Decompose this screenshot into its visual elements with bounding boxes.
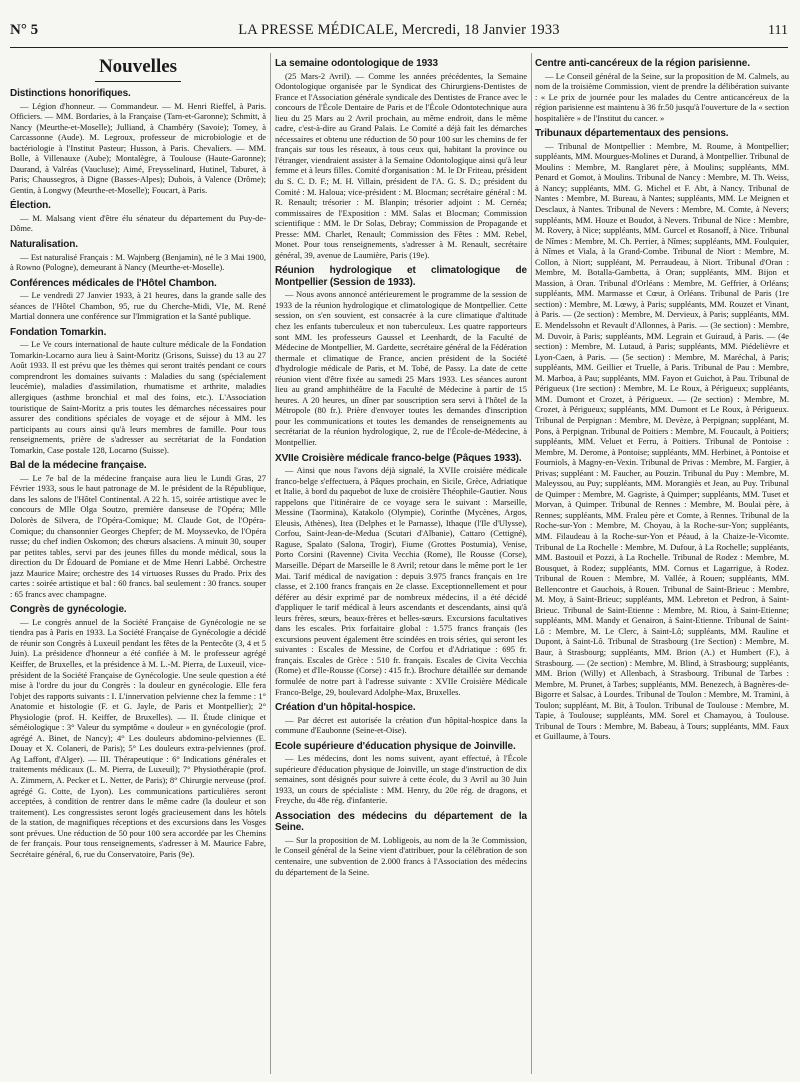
news-article <box>275 811 527 877</box>
news-article <box>10 604 266 859</box>
article-heading: Création d'un hôpital-hospice. <box>275 702 416 714</box>
news-article <box>10 327 266 456</box>
news-article <box>10 278 266 322</box>
article-body: — M. Malsang vient d'être élu sénateur du département du Puy-de-Dôme. <box>10 212 266 234</box>
article-heading: La semaine odontologique de 1933 <box>275 58 438 69</box>
article-heading: Conférences médicales de l'Hôtel Chambon. <box>10 277 217 289</box>
column-1 <box>10 53 266 1074</box>
article-heading: Congrès de gynécologie. <box>10 604 127 616</box>
header-rule <box>10 47 788 48</box>
article-body: — Le vendredi 27 Janvier 1933, à 21 heures, dans la grande salle des séances de l'Hôtel Chambon, 95, rue du Cherche-Midi, VIe, M. René Martial donnera une conférence sur l'Immigration et la Santé publique. <box>10 290 266 322</box>
news-article <box>275 58 527 260</box>
article-body: — Le 7e bal de la médecine française aura lieu le Lundi Gras, 27 Février 1933, sous le haut patronage de M. le président de la République, dans les salons de l'Hôtel Continental. A 22 h. 15, soirée artistique avec le concours de Mlle Olga Soutzo, première danseuse de l'Opéra; Mlle Dolorès de Silvera, de l'Opéra-Comique; M. Claude Got, de l'Opéra-Comique; du chansonnier Georges Chepfer; de M. Moyssevko, de l'Opéra russe; du chef indien Oskomon; des chœurs alsaciens. A minuit 30, souper par petites tables, servi par des jeunes filles du monde médical, sous la direction du Dr Édouard de Pomiane et de Mme Henri Labbé. Orchestre jazz Maurice Maire; orchestre des 14 virtuoses Russes du Prado. Prix des cartes : soirée artistique et bal : 60 francs. bal seulement : 30 francs. souper : 65 francs avec champagne. <box>10 472 266 599</box>
article-heading: Bal de la médecine française. <box>10 460 147 472</box>
article-heading: Association des médecins du département de la Seine. <box>275 810 527 834</box>
news-article <box>535 128 789 742</box>
article-heading: Ecole supérieure d'éducation physique de Joinville. <box>275 740 516 752</box>
article-body: — Les médecins, dont les noms suivent, ayant effectué, à l'École supérieure d'éducation physique de Joinville, un stage d'instruction de dix semaines, sont désignés pour suivre à cette école, du 3 Avril au 30 Juin 1933, un cours de spécialiste : MM. Henry, du 20e rég. de dragons, et Freyche, du 48e rég. d'infanterie. <box>275 753 527 806</box>
article-heading: Élection. <box>10 200 51 212</box>
article-heading: Centre anti-cancéreux de la région parisienne. <box>535 58 750 69</box>
column-divider <box>270 53 271 1074</box>
article-body: — Tribunal de Montpellier : Membre, M. Roume, à Montpellier; suppléants, MM. Mourgues-Molines et Durand, à Montpellier. Tribunal de Moulins : Membre, M. Ranglaret père, à Moulins; suppléants, MM. Penard et Gomot, à Moulins. Tribunal de Nancy : Membre, M. Th. Weiss, à Nancy; suppléants, MM. G. Michel et F. Abt, à Nancy. Tribunal de Nantes : Membre, M. Bureau, à Nantes; suppléants, MM. Le Meignen et Desclaux, à Nantes. Tribunal de Nevers : Membre, M. Comte, à Nevers; suppléants, MM. Houze et Boudot, à Nevers. Tribunal de Nice : Membre, M. Rovery, à Nice; suppléants, MM. Gurcel et Rosanoff, à Nice. Tribunal de Nîmes : Membre, M. Ch. Perrier, à Nîmes; suppléants, MM. Foulquier, à Nîmes et Viala, à la Grand-Combe. Tribunal de Niort : Membre, M. Collon, à Niort; suppléant, M. Perraudeau, à Niort. Tribunal d'Oran : Membre, M. Botalla-Gambetta, à Oran; suppléants, MM. Bijon et Massion, à Oran. Tribunal d'Orléans : Membre, M. Geffrier, à Orléans; suppléants, MM. Marmasse et Cœur, à Orléans. Tribunal de Paris (1re section) : Membre, M. Lœwy, à Paris; suppléants, MM. Rouzet et Vinant, à Paris. — (2e section) : Membre, M. Dervieux, à Paris; suppléants, MM. E. Mendelssohn et Revault d'Allonnes, à Paris. — (3e section) : Membre, M. Duvoir, à Paris; suppléants, MM. Legrain et Guiraud, à Paris. — (4e section) : Membre, M. Lutaud, à Paris; suppléants, MM. Piédelièvre et Lyon-Caen, à Paris. — (5e section) : Membre, M. Maréchal, à Paris; suppléants, MM. Geillier et Truelle, à Paris. Tribunal de Pau : Membre, M. Marboa, à Pau; suppléants, MM. Fayon et Guichot, à Pau. Tribunal de Périgueux (1re section) : Membre, M. Le Roux, à Périgueux; suppléants, MM. Dumont et Crozet, à Périgueux. — (2e section) : Membre, M. Crozet, à Périgueux; suppléants, MM. Dumont et Le Roux, à Périgueux. Tribunal de Perpignan : Membre, M. Devèze, à Perpignan; suppléant, M. Pons, à Perpignan. Tribunal de Poitiers : Membre, M. Foucault, à Poitiers; suppléants, MM. Veluet et Ferru, à Poitiers. Tribunal de Pontoise : Membre, M. Derome, à Pontoise; suppléants, MM. Herbinet, à Pontoise et Fourniols, à Magny-en-Vexin. Tribunal de Privas : Membre, M. Fargier, à Privas; suppléant : M. Faucher, au Pouzin. Tribunal du Puy : Membre, M. Maleyssou, au Puy; suppléants, MM. Morangiès et Jean, au Puy. Tribunal de Quimper : Membre, M. Gagriste, à Quimper; suppléants, MM. Tuset et Morvan, à Quimper. Tribunal de Rennes : Membre, M. Boulai père, à Rennes; suppléants, MM. Fraleu père et Comte, à Rennes. Tribunal de la Roche-sur-Yon : Membre, M. Choyau, à la Roche-sur-Yon; suppléants, MM. Filaudeau à la Roche-sur-Yon et Péaud, à la Chaize-le-Vicomte. Tribunal de La Rochelle : Membre, M. Dufour, à La Rochelle; suppléants, MM. Bastouil et Pozzi, à La Rochelle. Tribunal de Rodez : Membre, M. Bousquet, à Rodez; suppléants, MM. Cornus et Lagarrigue, à Rodez. Tribunal de Rouen : Membre, M. Vallée, à Rouen; suppléants, MM. Bellencontre et Gauchois, à Rouen. Tribunal de Saint-Brieuc : Membre, M. Moy, à Saint-Brieuc; suppléants, MM. Lebreton et Pedron, à Saint-Brieuc. Tribunal de Saint-Etienne : Membre, M. Riou, à Saint-Etienne; suppléants, MM. Mandy et Genairon, à Saint-Etienne. Tribunal de Saint-Lô : Membre, M. Le Clerc, à Saint-Lô; suppléants, MM. Rauline et Dupont, à Saint-Lô. Tribunal de Strasbourg (1re Section) : Membre, M. Baur, à Strasbourg; suppléants, MM. Brion (A.) et Humbert (F.), à Strasbourg. — (2e section) : Membre, M. Blind, à Strasbourg; suppléants, MM. Brion (Willy) et Allenbach, à Strasbourg. Tribunal de Tarbes : Membre, M. Prunet, à Tarbes; suppléants, MM. Benezech, à Bagnères-de-Bigorre et Salsac, à Lourdes. Tribunal de Toulon : Membre, M. Tramini, à Toulon; suppléant, M. Bit, à Toulon. Tribunal de Toulouse : Membre, M. Tapie, à Toulouse; suppléants, MM. Sorel et Chamayou, à Toulouse. Tribunal de Tours : Membre, M. Babeau, à Tours; suppléants, MM. Faux et Guillaume, à Tours. <box>535 140 789 742</box>
article-body: — Ainsi que nous l'avons déjà signalé, la XVIIe croisière médicale franco-belge s'effectuera, à Pâques prochain, en Sicile, Grèce, Adriatique et Italie, à bord du paquebot de luxe de croisière Théophile-Gautier. Nous rappelons que l'itinéraire de ce voyage sera le suivant : Marseille, Messine (Taormina), Katakolo (Olympie), Corinthe (Mycènes, Argos, Eleusis, Athènes), Itea (Delphes et le Parnasse), Ithaque (l'Ile d'Ulysse), Corfou, Saint-Jean-de-Medua (Scutari d'Albanie), Cattaro (Cettigné), Raguse, Spalato (Salona, Trogir), Fiume (Grottes Postumia), Venise, Porto Corsini (Ravenne) Civita Vecchia (Rome), Ile Rousse (Corse), Marseille. Départ de Marseille le 8 Avril; retour dans le même port le 1er Mai. Tarif médical de navigation : depuis 3.975 francs français en 1re classe, et 2.100 francs français en 2e classe. Exceptionnellement et pour déférer au désir exprimé par de nombreux médecins, il a été décidé d'appliquer le tarif médical à leurs ascendants et descendants, ainsi qu'à leurs frères, sœurs, beaux-frères et belles-sœurs. Excursions facultatives dans les escales. Prix forfaitaire global : 1.575 francs français (les excursions peuvent également être scindées en trois séries, qui seront les suivantes : Escales de Messine, de Corfou et d'Adriatique : 695 fr. français. Escales de Grèce : 510 fr. français. Escales de Civita Vecchia (Rome) et d'Ile-Rousse (Corse) : 415 fr.). Brochure détaillée sur demande formulée de notre part à l'adresse suivante : XVIIe Croisière Médicale Franco-Belge, 29, boulevard Adolphe-Max, Bruxelles. <box>275 465 527 697</box>
article-body: — Par décret est autorisée la création d'un hôpital-hospice dans la commune d'Eaubonne (Seine-et-Oise). <box>275 714 527 736</box>
page-number: 111 <box>768 23 788 38</box>
article-body: — Sur la proposition de M. Lobligeois, au nom de la 3e Commission, le Conseil général de la Seine vient d'attribuer, pour la célébration de son centenaire, une subvention de 2.000 francs à l'Association des médecins du département de la Seine. <box>275 834 527 877</box>
news-article <box>275 453 527 698</box>
issue-number: N° 5 <box>10 22 39 38</box>
news-article <box>10 88 266 195</box>
column-2 <box>275 53 527 1074</box>
article-body: (25 Mars-2 Avril). — Comme les années précédentes, la Semaine Odontologique organisée par le Syndicat des Chirurgiens-Dentistes de France et l'Association générale syndicale des Dentistes de France avec le concours de l'École Dentaire de Paris et de l'École Odontotechnique aura lieu du 25 Mars au 2 Avril prochain, au même endroit, dans le même cadre, c'est-à-dire au Grand Palais. Le Comité a déjà fait les démarches nécessaires et obtenu une réduction de 50 pour 100 sur les chemins de fer français sur tous les réseaux, à tous ceux qui, habitant la province ou l'étranger, viendraient assister à la Semaine Odontologique ainsi qu'à leur femme et à leurs filles. Comité d'organisation : M. le Dr Friteau, président du S. C. D. F.; M. H. Villain, président de l'A. G. S. D.; président du Comité : M. Haloua; vice-président : M. Blocman; secrétaire général : M. R. Renault; trésorier : M. Blanpin; trésorier adjoint : M. Cernéa; commissaires de l'Exposition : MM. Salas et Blocman; Commission scientifique : MM. le Dr Solas, Debray; Commission de Propagande et Presse: MM. Charlet, Renault; Commission des Fêtes : MM. Rebel, Monet. Pour tous renseignements, s'adresser à M. Renault, secrétaire général, 39, avenue de Laumière, Paris (19e). <box>275 70 527 260</box>
article-body: — Nous avons annoncé antérieurement le programme de la session de 1933 de la réunion hydrologique et climatologique de Montpellier. Cette session, on s'en souvient, est consacrée à la cure climatique d'altitude chez les enfants tuberculeux et non tuberculeux. Les quatre rapporteurs sont MM. les professeurs Gaussel et Leenhardt, de la Faculté de Médecine de Montpellier, M. Gardette, secrétaire général de la Fédération thermale et climatique de France, ancien président de la Société d'hydrologie médicale de Paris, et M. Tobé, de Passy. La date de cette réunion vient d'être fixée au samedi 25 Mars 1933. Les séances auront lieu au grand amphithéâtre de la Faculté de Médecine à partir de 15 heures. A 20 heures, un dîner par souscription sera servi à l'hôtel de la Métropole (80 fr.). Prière d'envoyer toutes les demandes d'inscription pour les communications et toutes les demandes de renseignements au secrétariat de la réunion hydrologique, 2, rue de l'École-de-Médecine, à Montpellier. <box>275 289 527 447</box>
publication-title: LA PRESSE MÉDICALE, Mercredi, 18 Janvier 1933 <box>238 22 560 38</box>
news-article <box>535 58 789 123</box>
article-heading: Distinctions honorifiques. <box>10 88 131 99</box>
article-body: — Est naturalisé Français : M. Wajnberg (Benjamin), né le 3 Mai 1900, à Rowno (Pologne), demeurant à Nancy (Meurthe-et-Moselle). <box>10 251 266 273</box>
article-heading: Tribunaux départementaux des pensions. <box>535 128 729 140</box>
column-divider <box>531 53 532 1074</box>
news-article <box>10 239 266 273</box>
column-3 <box>535 53 789 1074</box>
article-body: — Le congrès annuel de la Société Française de Gynécologie ne se tiendra pas à Paris en 1933. La Société Française de Gynécologie a décidé de réunir son Congrès à Luxeuil pendant les fêtes de la Pentecôte (3, 4 et 5 Juin). La présidence d'honneur a été confiée à M. le professeur agrégé Keiffer, de Bruxelles, et la présidence à M. L.-M. Pierra, de Luxeuil, vice-président de la Société Française de Gynécologie. Une seule question a été mise à l'ordre du jour du Congrès : la douleur en gynécologie. Elle fera l'objet des rapports suivants : I. L'innervation pelvienne chez la femme : 1° Anatomie et histologie (F. et G. Jayle, de Paris et Montpellier); 2° Physiologie (prof. H. Keiffer, de Bruxelles). — II. Étude clinique et séméiologique : 3° Valeur du symptôme « douleur » en gynécologie (prof. agrégé A. Binet, de Nancy); 4° Les douleurs abdomino-pelviennes (E. Douay et X. Colaneri, de Paris); 5° Les douleurs extra-pelviennes (prof. Ag Laffont, d'Alger). — III. Thérapeutique : 6° Indications générales et traitements médicaux (L. M. Pierra, de Luxeuil); 7° Physiothérapie (prof. A. Zimmern, A. Pecker et L. Netter, de Paris); 8° Chirurgie nerveuse (prof. agrégé G. Cotte, de Lyon). Les communications particulières seront acceptées, à condition de rentrer dans le même cadre (la douleur et son traitement). Les congressistes seront logés gracieusement dans les hôtels de la station, de magnifiques réceptions et des excursions dans les Vosges sont prévues. Une réduction de 50 pour 100 sera accordée par les Chemins de fer français. Pour tous renseignements, s'adresser à M. Maurice Fabre, Secrétaire général, 6, rue du Conservatoire, Paris (9e). <box>10 616 266 859</box>
news-article <box>275 265 527 447</box>
news-article <box>10 200 266 234</box>
article-heading: Naturalisation. <box>10 239 78 251</box>
page-header <box>10 22 788 44</box>
article-heading: XVIIe Croisière médicale franco-belge (Pâques 1933). <box>275 452 522 464</box>
news-article <box>275 741 527 806</box>
section-title: Nouvelles <box>10 55 266 82</box>
article-heading: Fondation Tomarkin. <box>10 326 107 338</box>
article-body: — Légion d'honneur. — Commandeur. — M. Henri Rieffel, à Paris. Officiers. — MM. Bordaries, à la Française (Tarn-et-Garonne); Schmitt, à Nancy (Meurthe-et-Moselle); Julliand, à Chambéry (Savoie); Tomey, à Carcassonne (Aude). M. Legroux, professeur de microbiologie et de bactériologie à l'Institut Pasteur; Husson, à Paris. Chevaliers. — MM. Bolle, à Villenauxe (Aube); Montalègre, à Toulouse (Haute-Garonne); Daurand, à Valréas (Vaucluse); Aimé, Freysselinard, Hutinel, Taburet, à Paris; Chaussegros, à Digne (Basses-Alpes); Dubois, à Valence (Drôme); Gentin, à Longwy (Meurthe-et-Moselle); Foucart, à Paris. <box>10 100 266 195</box>
news-article <box>10 460 266 599</box>
article-body: — Le Ve cours international de haute culture médicale de la Fondation Tomarkin-Locarno aura lieu à Saint-Moritz (Grisons, Suisse) du 13 au 27 Août 1933. Il est prévu que les thèmes qui seront traités pendant ce cours comprendront les domaines suivants : Maladies du sang (spécialement leucémie), maladies d'assimilation, rhumatisme et arthrite, maladies allergiques (asthme bronchial et mal des foins, etc.). L'Association touristique de Saint-Moritz a pris toutes les démarches nécessaires pour assurer des conditions spéciales de voyage et de séjour à MM. les participants au cours ainsi qu'à leurs membres de famille. Pour tous renseignements, prière de s'adresser au secrétariat de la Fondation Tomarkin, Case postale 128, Locarno (Suisse). <box>10 339 266 455</box>
article-heading: Réunion hydrologique et climatologique de Montpellier (Session de 1933). <box>275 265 527 288</box>
news-article <box>275 702 527 736</box>
article-body: — Le Conseil général de la Seine, sur la proposition de M. Calmels, au nom de la troisième Commission, vient de prendre la délibération suivante : « Le prix de journée pour les malades du Centre anticancéreux de la région parisienne est maintenu à 36 fr.50 jusqu'à l'ouverture de la « section hospitalière » de l'Institut du cancer. » <box>535 70 789 123</box>
